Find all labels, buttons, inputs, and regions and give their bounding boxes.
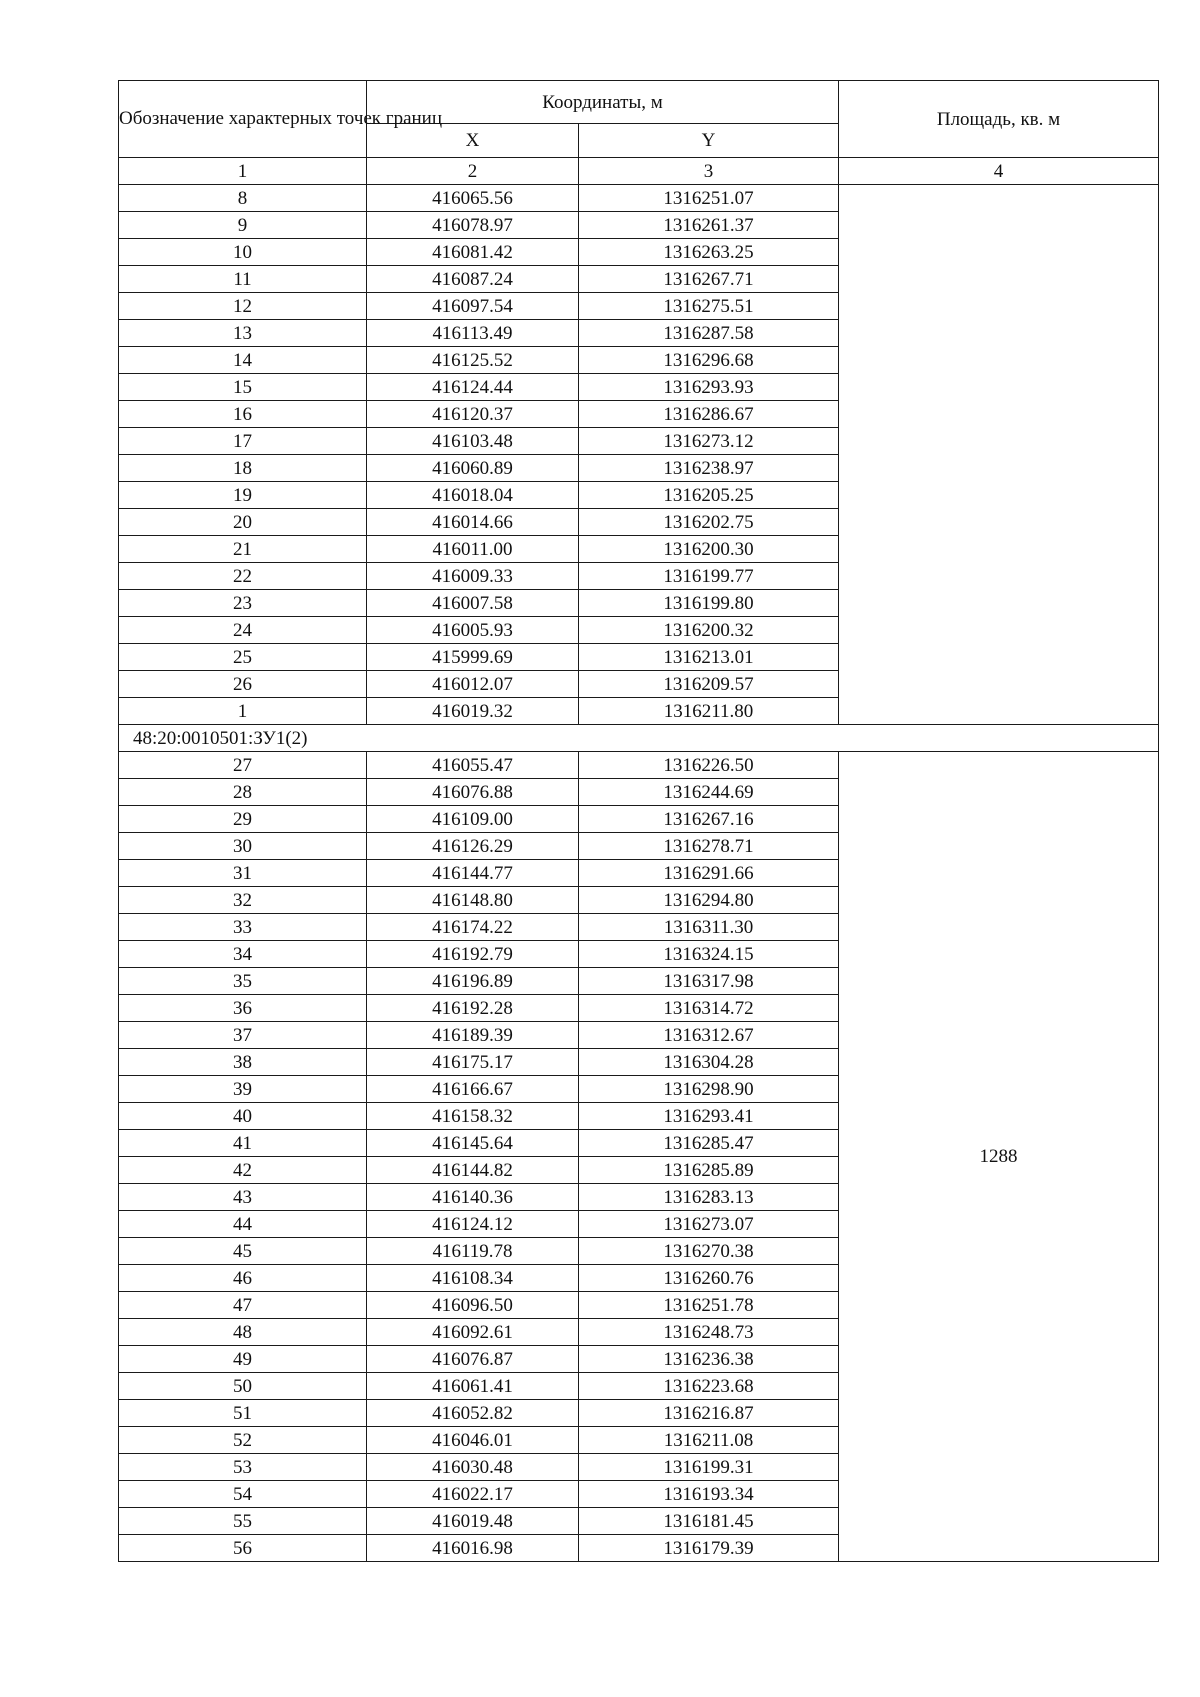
coord-y: 1316314.72: [579, 995, 839, 1022]
coord-y: 1316291.66: [579, 860, 839, 887]
coord-y: 1316236.38: [579, 1346, 839, 1373]
coord-x: 416016.98: [367, 1535, 579, 1562]
coord-y: 1316312.67: [579, 1022, 839, 1049]
coord-y: 1316286.67: [579, 401, 839, 428]
coord-x: 416076.87: [367, 1346, 579, 1373]
coord-y: 1316287.58: [579, 320, 839, 347]
point-number: 14: [119, 347, 367, 374]
column-number: 2: [367, 158, 579, 185]
coord-y: 1316261.37: [579, 212, 839, 239]
point-number: 50: [119, 1373, 367, 1400]
point-number: 54: [119, 1481, 367, 1508]
coord-x: 416052.82: [367, 1400, 579, 1427]
coord-x: 416189.39: [367, 1022, 579, 1049]
point-number: 21: [119, 536, 367, 563]
point-number: 31: [119, 860, 367, 887]
point-number: 47: [119, 1292, 367, 1319]
coord-y: 1316304.28: [579, 1049, 839, 1076]
coord-x: 416030.48: [367, 1454, 579, 1481]
coord-x: 416060.89: [367, 455, 579, 482]
point-number: 46: [119, 1265, 367, 1292]
point-number: 12: [119, 293, 367, 320]
header-y: Y: [579, 124, 839, 158]
coord-y: 1316285.47: [579, 1130, 839, 1157]
point-number: 44: [119, 1211, 367, 1238]
header-coordinates: Координаты, м: [367, 81, 839, 124]
table-header: [119, 81, 1159, 185]
coord-x: 416166.67: [367, 1076, 579, 1103]
coord-y: 1316193.34: [579, 1481, 839, 1508]
point-number: 34: [119, 941, 367, 968]
coord-x: 416007.58: [367, 590, 579, 617]
point-number: 11: [119, 266, 367, 293]
point-number: 41: [119, 1130, 367, 1157]
coord-y: 1316199.77: [579, 563, 839, 590]
coord-x: 416046.01: [367, 1427, 579, 1454]
point-number: 16: [119, 401, 367, 428]
coord-y: 1316248.73: [579, 1319, 839, 1346]
table-row: [119, 752, 1159, 779]
coord-x: 416124.12: [367, 1211, 579, 1238]
coord-x: 416113.49: [367, 320, 579, 347]
coord-y: 1316296.68: [579, 347, 839, 374]
coord-x: 416009.33: [367, 563, 579, 590]
coordinates-table: [118, 80, 1159, 1562]
coord-x: 416192.28: [367, 995, 579, 1022]
coord-y: 1316251.07: [579, 185, 839, 212]
coord-x: 416120.37: [367, 401, 579, 428]
point-number: 40: [119, 1103, 367, 1130]
coord-x: 416022.17: [367, 1481, 579, 1508]
coord-x: 416144.82: [367, 1157, 579, 1184]
coord-y: 1316293.41: [579, 1103, 839, 1130]
coord-y: 1316275.51: [579, 293, 839, 320]
point-number: 53: [119, 1454, 367, 1481]
point-number: 55: [119, 1508, 367, 1535]
coord-y: 1316294.80: [579, 887, 839, 914]
point-number: 25: [119, 644, 367, 671]
coord-x: 416018.04: [367, 482, 579, 509]
point-number: 15: [119, 374, 367, 401]
coord-y: 1316244.69: [579, 779, 839, 806]
point-number: 13: [119, 320, 367, 347]
coord-y: 1316251.78: [579, 1292, 839, 1319]
point-number: 43: [119, 1184, 367, 1211]
coord-y: 1316199.31: [579, 1454, 839, 1481]
coord-x: 416019.48: [367, 1508, 579, 1535]
point-number: 38: [119, 1049, 367, 1076]
coord-x: 416011.00: [367, 536, 579, 563]
coord-x: 416158.32: [367, 1103, 579, 1130]
point-number: 23: [119, 590, 367, 617]
coord-x: 416175.17: [367, 1049, 579, 1076]
coord-x: 416065.56: [367, 185, 579, 212]
column-number: 3: [579, 158, 839, 185]
coord-y: 1316205.25: [579, 482, 839, 509]
column-numbers-row: [119, 158, 1159, 185]
coord-y: 1316324.15: [579, 941, 839, 968]
coord-y: 1316200.30: [579, 536, 839, 563]
coord-x: 416096.50: [367, 1292, 579, 1319]
coord-x: 416140.36: [367, 1184, 579, 1211]
point-number: 22: [119, 563, 367, 590]
point-number: 51: [119, 1400, 367, 1427]
coord-y: 1316179.39: [579, 1535, 839, 1562]
coord-x: 416081.42: [367, 239, 579, 266]
point-number: 52: [119, 1427, 367, 1454]
coord-y: 1316238.97: [579, 455, 839, 482]
coord-x: 416092.61: [367, 1319, 579, 1346]
coord-y: 1316317.98: [579, 968, 839, 995]
coord-x: 416005.93: [367, 617, 579, 644]
coord-x: 416097.54: [367, 293, 579, 320]
point-number: 30: [119, 833, 367, 860]
coord-y: 1316267.71: [579, 266, 839, 293]
point-number: 17: [119, 428, 367, 455]
coord-x: 416196.89: [367, 968, 579, 995]
coord-y: 1316298.90: [579, 1076, 839, 1103]
table-row: [119, 185, 1159, 212]
coord-y: 1316283.13: [579, 1184, 839, 1211]
column-number: 1: [119, 158, 367, 185]
coord-y: 1316213.01: [579, 644, 839, 671]
point-number: 33: [119, 914, 367, 941]
point-number: 39: [119, 1076, 367, 1103]
coord-y: 1316181.45: [579, 1508, 839, 1535]
header-x: X: [367, 124, 579, 158]
point-number: 27: [119, 752, 367, 779]
coord-x: 416012.07: [367, 671, 579, 698]
coord-y: 1316270.38: [579, 1238, 839, 1265]
coord-x: 416061.41: [367, 1373, 579, 1400]
coord-y: 1316273.12: [579, 428, 839, 455]
point-number: 45: [119, 1238, 367, 1265]
point-number: 20: [119, 509, 367, 536]
coord-y: 1316260.76: [579, 1265, 839, 1292]
point-number: 36: [119, 995, 367, 1022]
coord-x: 416055.47: [367, 752, 579, 779]
coord-y: 1316223.68: [579, 1373, 839, 1400]
coord-x: 416174.22: [367, 914, 579, 941]
point-number: 28: [119, 779, 367, 806]
coord-x: 415999.69: [367, 644, 579, 671]
coord-y: 1316278.71: [579, 833, 839, 860]
point-number: 42: [119, 1157, 367, 1184]
coord-x: 416019.32: [367, 698, 579, 725]
point-number: 1: [119, 698, 367, 725]
point-number: 19: [119, 482, 367, 509]
point-number: 18: [119, 455, 367, 482]
coord-y: 1316293.93: [579, 374, 839, 401]
coord-y: 1316200.32: [579, 617, 839, 644]
coord-x: 416125.52: [367, 347, 579, 374]
point-number: 10: [119, 239, 367, 266]
coord-y: 1316273.07: [579, 1211, 839, 1238]
coord-y: 1316199.80: [579, 590, 839, 617]
coord-x: 416076.88: [367, 779, 579, 806]
section-header-row: [119, 725, 1159, 752]
point-number: 49: [119, 1346, 367, 1373]
coord-x: 416014.66: [367, 509, 579, 536]
coord-x: 416108.34: [367, 1265, 579, 1292]
header-point-designation: Обозначение характерных точек границ: [119, 81, 367, 158]
coord-y: 1316263.25: [579, 239, 839, 266]
coord-x: 416192.79: [367, 941, 579, 968]
coord-x: 416126.29: [367, 833, 579, 860]
coord-x: 416078.97: [367, 212, 579, 239]
point-number: 26: [119, 671, 367, 698]
area-value: 1288: [839, 752, 1159, 1562]
area-value: [839, 185, 1159, 725]
point-number: 35: [119, 968, 367, 995]
coord-x: 416119.78: [367, 1238, 579, 1265]
coord-y: 1316211.80: [579, 698, 839, 725]
table-body: [119, 185, 1159, 1562]
parcel-id: 48:20:0010501:ЗУ1(2): [119, 725, 1159, 752]
coord-y: 1316311.30: [579, 914, 839, 941]
coord-x: 416148.80: [367, 887, 579, 914]
coord-y: 1316202.75: [579, 509, 839, 536]
coord-y: 1316211.08: [579, 1427, 839, 1454]
coord-y: 1316216.87: [579, 1400, 839, 1427]
point-number: 32: [119, 887, 367, 914]
point-number: 56: [119, 1535, 367, 1562]
coord-x: 416144.77: [367, 860, 579, 887]
point-number: 8: [119, 185, 367, 212]
coord-x: 416145.64: [367, 1130, 579, 1157]
coord-x: 416103.48: [367, 428, 579, 455]
coord-y: 1316209.57: [579, 671, 839, 698]
coord-x: 416124.44: [367, 374, 579, 401]
point-number: 29: [119, 806, 367, 833]
coord-y: 1316226.50: [579, 752, 839, 779]
header-area: Площадь, кв. м: [839, 81, 1159, 158]
coord-x: 416087.24: [367, 266, 579, 293]
point-number: 37: [119, 1022, 367, 1049]
point-number: 24: [119, 617, 367, 644]
point-number: 48: [119, 1319, 367, 1346]
point-number: 9: [119, 212, 367, 239]
coord-x: 416109.00: [367, 806, 579, 833]
coord-y: 1316285.89: [579, 1157, 839, 1184]
column-number: 4: [839, 158, 1159, 185]
coord-y: 1316267.16: [579, 806, 839, 833]
